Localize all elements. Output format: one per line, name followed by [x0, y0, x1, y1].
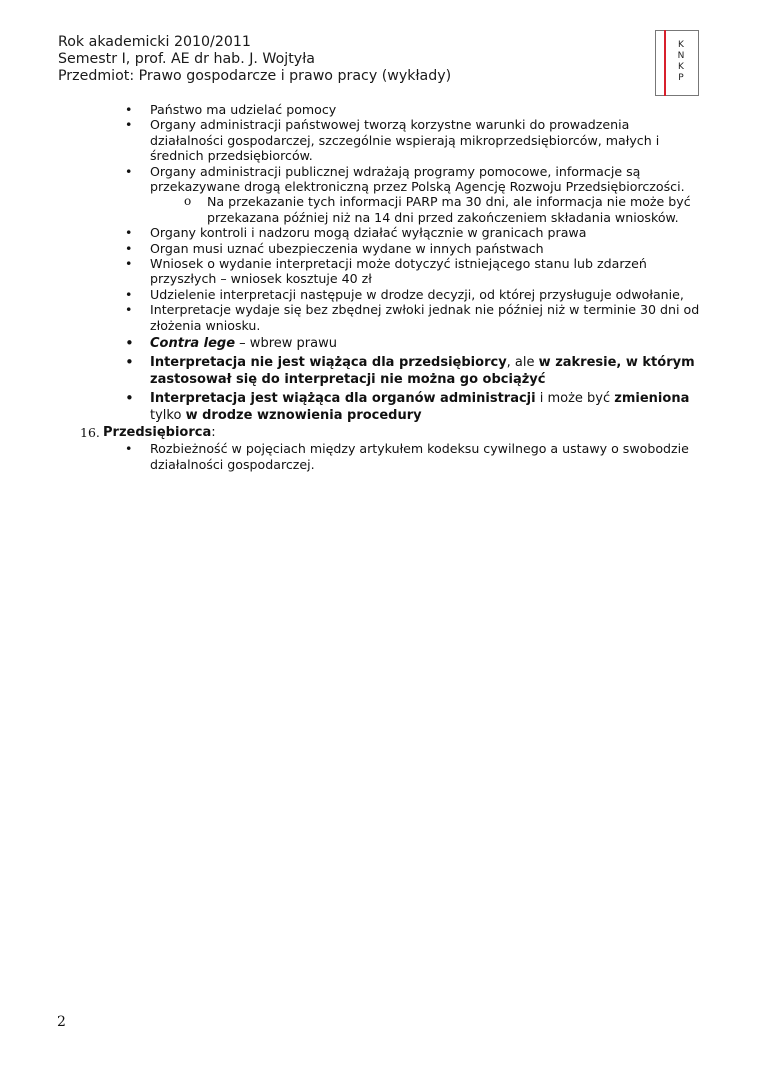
list-item: • Interpretacje wydaje się bez zbędnej zwłoki jednak nie później niż w terminie 30 dni od złożenia wniosku.: [0, 302, 760, 333]
list-item: • Państwo ma udzielać pomocy: [0, 102, 760, 117]
section-16-list: [0, 441, 760, 472]
contra-lege-term: Contra lege: [150, 336, 236, 352]
knkp-logo: [655, 30, 699, 96]
logo-letter: N: [677, 51, 685, 61]
document-body: [0, 102, 760, 472]
logo-red-bar: [664, 30, 666, 96]
bold-text: Interpretacja jest wiążąca dla organów administracji: [150, 391, 536, 407]
logo-letter: P: [678, 73, 684, 83]
bold-text: w zakresie, w którym zastosował się do interpretacji nie można go obciążyć: [150, 355, 695, 388]
contra-lege-definition: – wbrew prawu: [235, 336, 337, 352]
page-number: 2: [57, 1014, 66, 1030]
list-item-interpretation-organs: [0, 390, 760, 424]
list-item: • Udzielenie interpretacji następuje w drodze decyzji, od której przysługuje odwołanie,: [0, 287, 760, 302]
header-academic-year: Rok akademicki 2010/2011: [58, 34, 251, 50]
list-item: [0, 164, 760, 226]
section-colon: :: [211, 425, 216, 441]
logo-letter: K: [678, 62, 684, 72]
list-item-interpretation-entrepreneur: [0, 354, 760, 388]
bullet-list: [0, 102, 760, 424]
logo-letter: K: [678, 40, 684, 50]
list-item: • Organy administracji państwowej tworzą korzystne warunki do prowadzenia działalności gospodarczej, szczególnie wspierają mikroprzedsiębiorców, małych i średnich przedsiębiorców.: [0, 117, 760, 163]
section-number: 16.: [80, 425, 100, 441]
sub-list-item: o Na przekazanie tych informacji PARP ma 30 dni, ale informacja nie może być przekazana później niż na 14 dni przed zakończeniem składania wniosków.: [0, 194, 760, 225]
section-title: Przedsiębiorca: [103, 425, 212, 441]
list-item: • Wniosek o wydanie interpretacji może dotyczyć istniejącego stanu lub zdarzeń przyszłych – wniosek kosztuje 40 zł: [0, 256, 760, 287]
logo-letters: [674, 40, 688, 84]
document-header: [58, 34, 451, 85]
list-item-contra-lege: [0, 335, 760, 352]
list-item: • Organy kontroli i nadzoru mogą działać wyłącznie w granicach prawa: [0, 225, 760, 240]
plain-text: tylko: [150, 408, 186, 424]
list-item-text: Organy administracji publicznej wdrażają programy pomocowe, informacje są przekazywane drogą elektroniczną przez Polską Agencję Rozwoju Przedsiębiorczości.: [150, 163, 685, 195]
section-16-heading: [0, 425, 760, 441]
bold-text: Interpretacja nie jest wiążąca dla przedsiębiorcy: [150, 355, 507, 371]
list-item: • Organ musi uznać ubezpieczenia wydane w innych państwach: [0, 241, 760, 256]
header-subject: Przedmiot: Prawo gospodarcze i prawo pracy (wykłady): [58, 68, 452, 84]
plain-text: i może być: [535, 391, 615, 407]
header-semester: Semestr I, prof. AE dr hab. J. Wojtyła: [58, 51, 315, 67]
plain-text: , ale: [506, 355, 539, 371]
list-item: • Rozbieżność w pojęciach między artykułem kodeksu cywilnego a ustawy o swobodzie działalności gospodarczej.: [0, 441, 760, 472]
bold-text: zmieniona: [614, 391, 690, 407]
sub-list: [0, 194, 760, 225]
bold-text: w drodze wznowienia procedury: [185, 408, 422, 424]
